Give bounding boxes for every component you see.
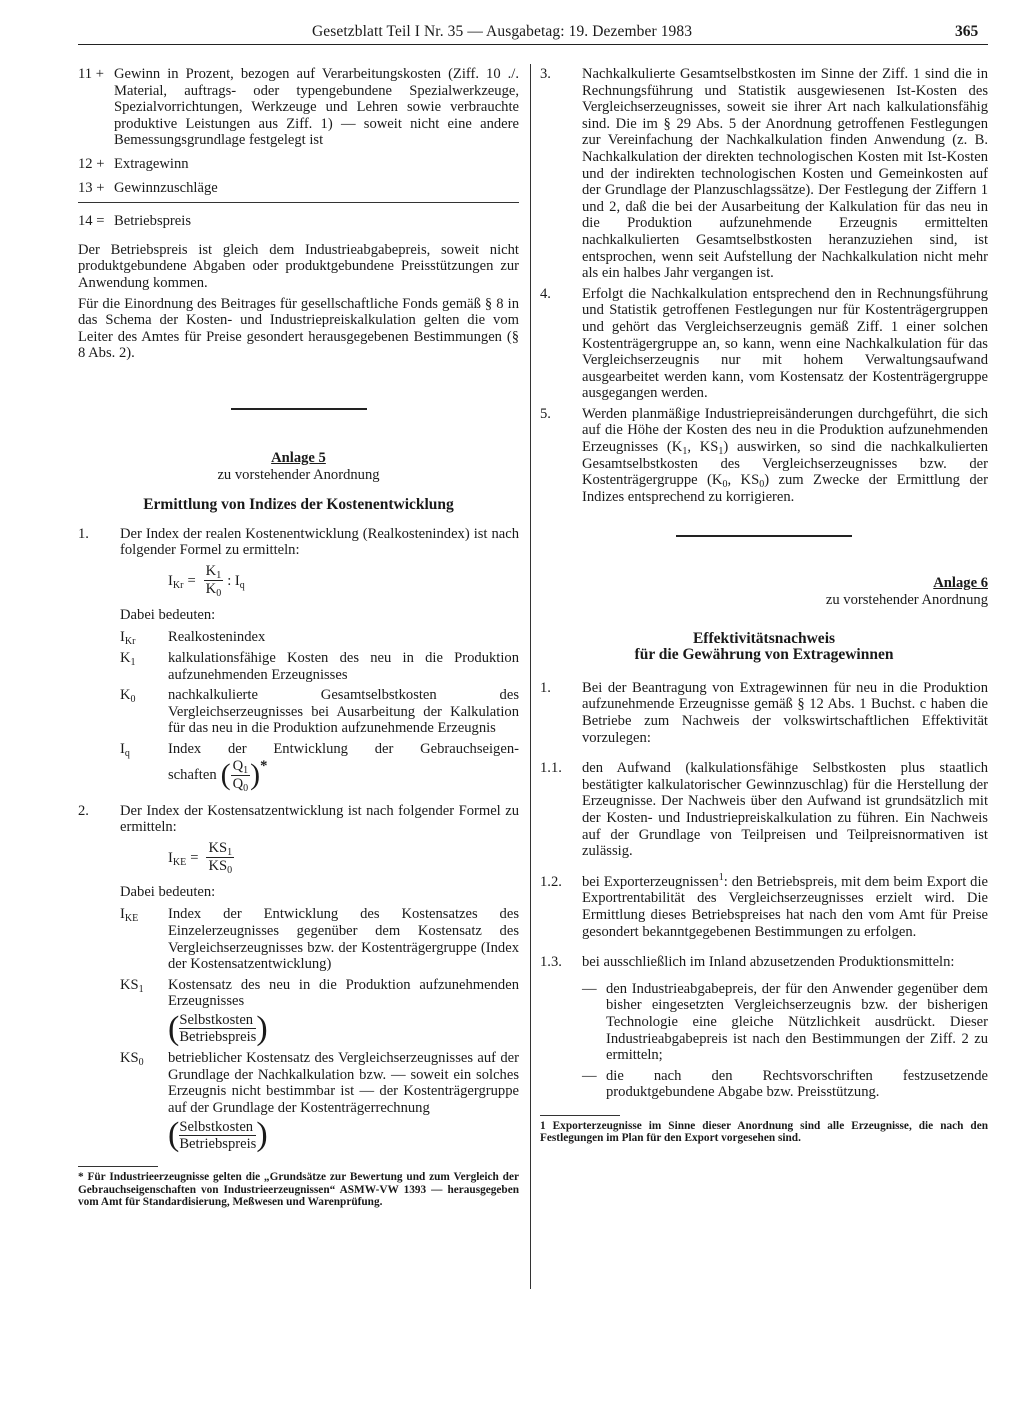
item-3	[540, 66, 988, 282]
item-2	[78, 803, 519, 836]
definition-ks0: $KS_0$ betrieblicher Kostensatz des Vergleichserzeugnisses auf der Grundlage der Nachkalkulation bzw. — soweit ein solches Erzeugnis nicht bestimmbar ist — der Kostenträgergruppe auf der Grundlage der Kostenträgerrechnung ( Selbstkosten Betriebspreis )	[120, 1049, 519, 1154]
summary-text: Betriebspreis	[114, 213, 192, 230]
page-number: 365	[955, 23, 979, 40]
item-text: Werden planmäßige Industriepreisänderungen durchgeführt, die sich auf die Höhe der Kosten des neu in die Produktion aufzunehmenden Erzeugnisses ($K_1$, $KS_1$) auswirken, so sind die nachkalkulierten Gesamtselbstkosten des Vergleichserzeugnisses bzw. der Kostenträgergruppe ($K_0$, $KS_0$) zum Zwecke der Ermittlung der Indizes entsprechend zu korrigieren.	[582, 405, 989, 505]
anlage-5-heading: Anlage 5	[271, 449, 326, 466]
definition-k0: $K_0$ nachkalkulierte Gesamtselbstkosten des Vergleichserzeugnisses bei Ausarbeitung der Kalkulation für das neu in die Produktion aufzunehmende Erzeugnis	[120, 687, 519, 737]
page-header	[0, 0, 1024, 44]
dash-marker: —	[582, 980, 597, 997]
header-title: Gesetzblatt Teil I Nr. 35 — Ausgabetag: 19. Dezember 1983	[312, 23, 693, 40]
summary-row-12	[78, 156, 519, 173]
item-number: 1.1.	[540, 760, 562, 777]
item-text: Der Index der Kostensatzentwicklung ist nach folgender Formel zu ermitteln:	[120, 802, 519, 836]
item-text: Der Index der realen Kostenentwicklung (Realkostenindex) ist nach folgender Formel zu ermitteln:	[120, 525, 519, 559]
summary-label: 11 +	[78, 66, 104, 82]
dash-item-2	[582, 1068, 988, 1101]
formula-lhs: $I_{KE}$	[168, 849, 187, 868]
sub-item-1	[540, 680, 988, 746]
item-number: 4.	[540, 285, 551, 302]
section-title-line1: Effektivitätsnachweis	[692, 629, 836, 647]
footnote-rule	[540, 1115, 620, 1116]
formula-eq: =	[187, 572, 196, 589]
sub-item-1-2	[540, 871, 988, 940]
summary-label: 13 +	[78, 179, 105, 196]
anlage-6-subheading: zu vorstehender Anordnung	[825, 592, 988, 609]
kostensatz-fraction: ( Selbstkosten Betriebspreis )	[168, 1009, 268, 1047]
formula-lhs: $I_{Kr}$	[168, 572, 184, 591]
summary-row-11	[78, 66, 519, 149]
paren-left: (	[220, 758, 231, 792]
item-number: 5.	[540, 405, 551, 422]
summary-text: Gewinn in Prozent, bezogen auf Verarbeitungskosten (Ziff. 10 ./. Material, auftrags- oder typengebundene Spezialwerkzeuge, Spezialvorrichtungen, Werkzeuge und Lehren sowie verbrauchte produktive Leistungen aus Ziff. 1) — soweit nicht eine andere Bemessungsgrundlage festgelegt ist	[114, 66, 519, 149]
right-column	[540, 66, 988, 1145]
dash-item-1	[582, 981, 988, 1064]
item-text: bei ausschließlich im Inland abzusetzenden Produktionsmitteln:	[582, 954, 955, 971]
item-number: 1.2.	[540, 873, 562, 890]
sub-item-1-3	[540, 954, 988, 971]
item-5	[540, 406, 988, 506]
item-text: den Aufwand (kalkulationsfähige Selbstkosten plus staatlich bestätigter kalkulatorischer Gewinnzuschlag) für die Herstellung der Erzeugnisse. Der Nachweis über den Aufwand ist grundsätzlich mit der Kosten- und Industriepreiskalkulation zu führen. Ein Nachweis auf der Grundlage von Teilpreisen und Teilpreisnormativen ist zulässig.	[582, 760, 988, 860]
left-column	[78, 66, 519, 1209]
definition-ike: $I_{KE}$ Index der Entwicklung des Kostensatzes des Einzelerzeugnisses gegenüber dem Kostensatz des Vergleichserzeugnisses bzw. der Kostenträgergruppe (Index der Kostensatzentwicklung)	[120, 906, 519, 973]
summary-row-13	[78, 180, 519, 197]
header-rule	[78, 44, 988, 45]
formula-kostensatzindex	[168, 836, 519, 880]
dabei-label: Dabei bedeuten:	[120, 883, 216, 900]
item-number: 3.	[540, 66, 551, 82]
paragraph-fonds: Für die Einordnung des Beitrages für gesellschaftliche Fonds gemäß § 8 in das Schema der Kosten- und Industriepreiskalkulation gelten die vom Leiter des Amtes für Preise gesondert herausgegebenen Bestimmungen (§ 8 Abs. 2).	[78, 295, 519, 362]
q-fraction: $\frac{Q_1}{Q_0}$	[232, 757, 249, 794]
column-divider	[530, 64, 531, 1289]
item-number: 2.	[78, 802, 89, 819]
definition-ks1: $KS_1$ Kostensatz des neu in die Produktion aufzunehmenden Erzeugnisses ( Selbstkosten Betriebspreis )	[120, 976, 519, 1047]
item-number: 1.3.	[540, 954, 562, 971]
anlage-6-heading: Anlage 6	[933, 575, 988, 592]
definitions-2	[120, 906, 519, 1152]
formula-eq: =	[190, 849, 199, 866]
anlage-5-subheading: zu vorstehender Anordnung	[217, 466, 380, 483]
dabei-label: Dabei bedeuten:	[120, 606, 216, 623]
formula-tail: : $I_q$	[227, 572, 245, 591]
item-number: 1.	[540, 679, 551, 696]
summary-row-14	[78, 213, 519, 230]
dash-marker: —	[582, 1067, 597, 1084]
summary-label: 12 +	[78, 155, 105, 172]
section-title: Ermittlung von Indizes der Kostenentwicklung	[143, 496, 454, 514]
definition-iq: $I_q$ Index der Entwicklung der Gebrauchseigen- schaften ( $\frac{Q_1}{Q_0}$ ) *	[120, 741, 519, 794]
footnote-rule	[78, 1166, 158, 1167]
summary-rule	[78, 202, 519, 203]
item-text: Bei der Beantragung von Extragewinnen für neu in die Produktion aufzunehmende Erzeugnisse gemäß § 12 Abs. 1 Buchst. c haben die Betriebe zum Nachweis der volkswirtschaftlichen Effektivität vorzulegen:	[582, 679, 988, 746]
definitions-1	[120, 629, 519, 792]
item-text: Erfolgt die Nachkalkulation entsprechend den in Rechnungsführung und Statistik getroffenen Festlegungen nur für Kostenträgergruppen und gehört das Vergleichserzeugnis gemäß Ziff. 1 einer solchen Kostenträgergruppe an, so kann, wenn eine Nachkalkulation für das Vergleichserzeugnis nur mit hohem Verwaltungsaufwand ausgearbeitet werden kann, vom Kostensatz der Kostenträgergruppe ausgegangen werden.	[582, 285, 988, 402]
item-text: bei Exporterzeugnissen$^1$: den Betriebspreis, mit dem beim Export die Exportrentabilität des Vergleichserzeugnisses erzielt wird. Die Ermittlung dieses Betriebspreises hat nach den vom Amt für Preise gesondert bekanntgegebenen Bestimmungen zu erfolgen.	[582, 871, 988, 940]
definition-ikr: $I_{Kr}$ Realkostenindex	[120, 629, 266, 648]
footnote-right: 1 Exporterzeugnisse im Sinne dieser Anordnung sind alle Erzeugnisse, die nach den Festlegungen im Plan für den Export vorgesehen sind.	[540, 1119, 988, 1145]
summary-text: Extragewinn	[114, 155, 189, 172]
dash-text: den Industrieabgabepreis, der für den Anwender gegenüber dem bisher eingesetzten Vergleichserzeugnis bzw. der bisherigen Technologie eine gleiche Nützlichkeit ausdrückt. Dieser Industrieabgabepreis ist nach den Bestimmungen der Ziff. 2 zu ermitteln;	[606, 980, 988, 1064]
section-title-line2: für die Gewährung von Extragewinnen	[634, 646, 894, 664]
item-text: Nachkalkulierte Gesamtselbstkosten im Sinne der Ziff. 1 sind die in Rechnungsführung und Statistik ausgewiesenen Ist-Kosten des Vergleichserzeugnisses, soweit sie ihrer Art nach kalkulationsfähig sind. Die im § 29 Abs. 5 der Anordnung getroffenen Festlegungen zur Vereinfachung der Nachkalkulation finden Anwendung (z. B. Nachkalkulation der direkten technologischen Kosten mit Ist-Kosten und der indirekten technologischen Kosten und Gemeinkosten auf der Grundlage der Planzuschlagssätze). Der Festlegung der Ziffern 1 und 2, daß die bei der Ausarbeitung der Kalkulation für das neu in die Produktion aufzunehmende Erzeugnis ermittelten nachkalkulierten Gesamtselbstkosten heranzuziehen sind, ist entsprochen, wenn seit Aufstellung der Nachkalkulation nicht mehr als ein halbes Jahr vergangen ist.	[582, 66, 988, 282]
formula-fraction: $\frac{K_1}{K_0}$	[205, 563, 222, 600]
summary-text: Gewinnzuschläge	[114, 179, 218, 196]
paragraph-betriebspreis: Der Betriebspreis ist gleich dem Industrieabgabepreis, soweit nicht produktgebundene Abgaben oder produktgebundene Preisstützungen zur Anwendung kommen.	[78, 241, 519, 291]
kostensatz-fraction: ( Selbstkosten Betriebspreis )	[168, 1116, 268, 1154]
formula-realkostenindex	[168, 559, 519, 603]
paren-right: )	[250, 758, 261, 792]
formula-fraction: $\frac{KS_1}{KS_0}$	[208, 840, 233, 877]
summary-label: 14 =	[78, 213, 105, 230]
dash-text: die nach den Rechtsvorschriften festzusetzende produktgebundene Abgabe bzw. Preisstützung.	[606, 1067, 988, 1101]
item-1	[78, 526, 519, 559]
item-4	[540, 286, 988, 402]
item-number: 1.	[78, 525, 89, 542]
footnote-left: * Für Industrieerzeugnisse gelten die „Grundsätze zur Bewertung und zum Vergleich der Gebrauchseigenschaften von Industrieerzeugnissen“ ASMW-VW 1393 — herausgegeben vom Amt für Standardisierung, Meßwesen und Warenprüfung.	[78, 1171, 519, 1209]
sub-item-1-1	[540, 760, 988, 860]
definition-k1: $K_1$ kalkulationsfähige Kosten des neu in die Produktion aufzunehmenden Erzeugnisses	[120, 650, 519, 683]
